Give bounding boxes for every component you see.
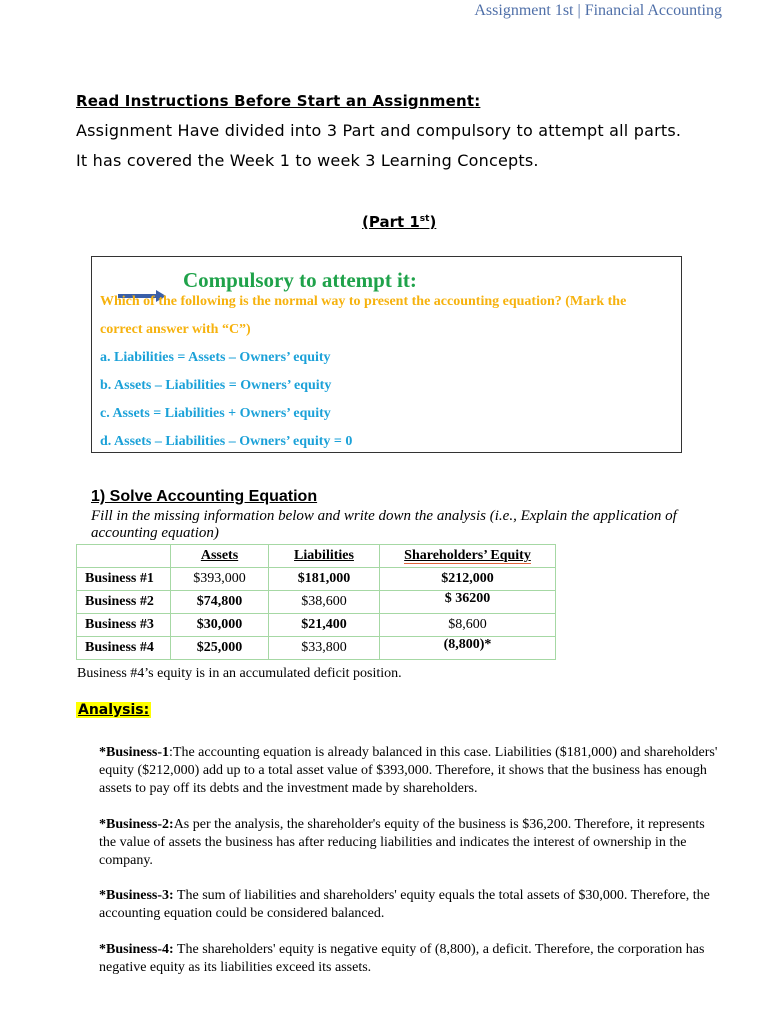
equity-cell: $8,600: [380, 614, 556, 637]
analysis-paragraph-2: [99, 816, 719, 870]
option-c: c. Assets = Liabilities + Owners’ equity: [100, 406, 331, 421]
part-title-suffix: ): [429, 213, 437, 231]
equity-cell: $ 36200: [380, 591, 556, 614]
part-title-superscript: st: [419, 214, 430, 224]
row-name: Business #3: [77, 614, 171, 637]
assets-cell: $25,000: [171, 637, 269, 660]
section-instruction: Fill in the missing information below and write down the analysis (i.e., Explain the application of accounting equation): [91, 508, 677, 541]
paragraph-lead: *Business-2:: [99, 817, 174, 832]
equity-cell: $212,000: [380, 568, 556, 591]
paragraph-lead: *Business-4:: [99, 942, 174, 957]
page-header: Assignment 1st | Financial Accounting: [474, 2, 722, 19]
paragraph-lead: *Business-1: [99, 745, 170, 760]
liabilities-cell: $33,800: [269, 637, 380, 660]
accounting-equation-table: [76, 544, 556, 660]
analysis-paragraph-3: [99, 887, 719, 923]
section-title: 1) Solve Accounting Equation: [91, 488, 318, 505]
question-line-2: correct answer with “C”): [100, 322, 251, 337]
instructions-title: [76, 92, 480, 110]
row-name: Business #2: [77, 591, 171, 614]
assets-cell: $74,800: [171, 591, 269, 614]
instruction-line-2: It has covered the Week 1 to week 3 Learning Concepts.: [76, 151, 539, 170]
question-line-1: Which of the following is the normal way to present the accounting equation? (Mark the: [100, 294, 627, 309]
table-header-row: [77, 545, 556, 568]
analysis-paragraph-4: [99, 941, 719, 977]
paragraph-text: The sum of liabilities and shareholders' equity equals the total assets of $30,000. Therefore, the accounting equation could be considered balanced.: [99, 888, 710, 921]
table-header-equity: [380, 545, 556, 568]
option-b: b. Assets – Liabilities = Owners’ equity: [100, 378, 332, 393]
assets-cell: $30,000: [171, 614, 269, 637]
table-row: [77, 637, 556, 660]
table-row: [77, 591, 556, 614]
assets-cell: $393,000: [171, 568, 269, 591]
table-row: [77, 568, 556, 591]
paragraph-text: As per the analysis, the shareholder's equity of the business is $36,200. Therefore, it represents the value of assets the business has after reducing liabilities and indicates the interest of ownership in the company.: [99, 817, 705, 868]
row-name: Business #4: [77, 637, 171, 660]
paragraph-text: :The accounting equation is already balanced in this case. Liabilities ($181,000) and shareholders' equity ($212,000) add up to a total asset value of $393,000. Therefore, it shows that the business has enough assets to pay off its debts and the investment made by shareholders.: [99, 745, 718, 796]
instruction-line-1: Assignment Have divided into 3 Part and compulsory to attempt all parts.: [76, 121, 682, 140]
table-header-empty: [77, 545, 171, 568]
analysis-label: Analysis:: [78, 702, 150, 718]
table-note: Business #4’s equity is in an accumulated deficit position.: [77, 666, 402, 681]
table-header-liabilities: Liabilities: [269, 545, 380, 568]
row-name: Business #1: [77, 568, 171, 591]
question-box-heading: Compulsory to attempt it:: [183, 268, 417, 292]
option-d: d. Assets – Liabilities – Owners’ equity = 0: [100, 434, 353, 449]
liabilities-cell: $21,400: [269, 614, 380, 637]
instructions-title-colon: :: [474, 92, 481, 110]
analysis-paragraph-1: [99, 744, 719, 798]
liabilities-cell: $181,000: [269, 568, 380, 591]
table-header-equity-text: Shareholders’ Equity: [404, 548, 531, 563]
part-title: [362, 213, 436, 231]
table-header-assets: Assets: [171, 545, 269, 568]
table-row: [77, 614, 556, 637]
equity-cell: (8,800)*: [380, 637, 556, 660]
instructions-title-text: Read Instructions Before Start an Assignment: [76, 92, 475, 110]
paragraph-lead: *Business-3:: [99, 888, 174, 903]
option-a: a. Liabilities = Assets – Owners’ equity: [100, 350, 331, 365]
part-title-prefix: (Part 1: [362, 213, 420, 231]
paragraph-text: The shareholders' equity is negative equity of (8,800), a deficit. Therefore, the corporation has negative equity as its liabilities exceed its assets.: [99, 942, 705, 975]
liabilities-cell: $38,600: [269, 591, 380, 614]
